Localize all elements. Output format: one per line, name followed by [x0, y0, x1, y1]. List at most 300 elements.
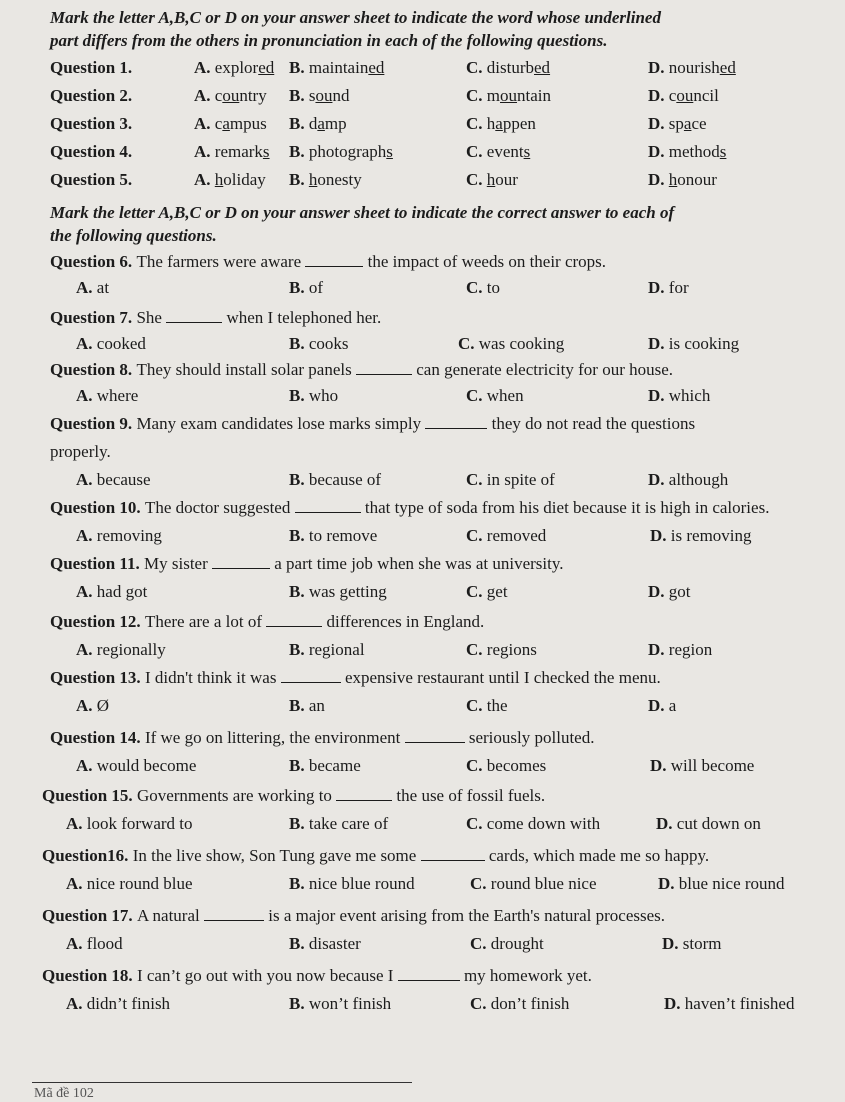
answer-blank	[336, 786, 392, 801]
question-stem	[50, 612, 484, 632]
option-text: method	[668, 142, 720, 161]
answer-option[interactable]	[466, 696, 508, 716]
option-text: haven’t finished	[684, 994, 795, 1013]
answer-option[interactable]	[466, 814, 600, 834]
option-text: had got	[96, 582, 148, 601]
option-text: Ø	[96, 696, 110, 715]
option-letter: B.	[289, 934, 309, 953]
option-text: ncil	[693, 86, 719, 105]
option-letter: A.	[194, 58, 215, 77]
question-stem	[42, 846, 709, 866]
option-text: although	[668, 470, 729, 489]
stem-text-after: they do not read the questions	[487, 414, 696, 433]
option-letter: B.	[289, 814, 309, 833]
answer-option[interactable]	[648, 470, 728, 490]
answer-blank	[421, 846, 485, 861]
underlined-part: h	[668, 170, 678, 189]
underlined-part: h	[486, 170, 496, 189]
answer-option[interactable]	[194, 142, 270, 162]
option-text: regions	[486, 640, 537, 659]
answer-option[interactable]	[648, 142, 726, 162]
option-text: cut down on	[676, 814, 761, 833]
stem-text-after: can generate electricity for our house.	[412, 360, 674, 379]
answer-option[interactable]	[289, 756, 361, 776]
answer-option[interactable]	[66, 994, 170, 1014]
answer-option[interactable]	[662, 934, 722, 954]
answer-option[interactable]	[648, 278, 689, 298]
underlined-part: s	[386, 142, 393, 161]
answer-blank	[305, 252, 363, 267]
answer-option[interactable]	[194, 58, 274, 78]
answer-blank	[398, 966, 460, 981]
option-text: m	[486, 86, 501, 105]
question-stem	[50, 414, 695, 434]
instruction-part2-line2: the following questions.	[50, 226, 217, 245]
option-text: ntry	[239, 86, 267, 105]
answer-option[interactable]	[656, 814, 761, 834]
answer-option[interactable]	[470, 994, 569, 1014]
option-letter: B.	[289, 470, 309, 489]
option-text: was cooking	[478, 334, 565, 353]
answer-option[interactable]	[470, 934, 544, 954]
stem-text-before: They should install solar panels	[136, 360, 356, 379]
answer-option[interactable]	[289, 696, 325, 716]
question-stem	[50, 554, 564, 574]
option-text: ntain	[517, 86, 552, 105]
answer-option[interactable]	[648, 334, 739, 354]
option-letter: D.	[648, 170, 669, 189]
answer-blank	[356, 360, 412, 375]
stem-text-after: that type of soda from his diet because it is high in calories.	[360, 498, 770, 517]
option-text: storm	[682, 934, 722, 953]
option-letter: A.	[76, 334, 97, 353]
answer-option[interactable]	[289, 58, 384, 78]
option-text: won’t finish	[308, 994, 392, 1013]
stem-text-before: She	[136, 308, 167, 327]
option-text: because	[96, 470, 151, 489]
answer-option[interactable]	[76, 278, 109, 298]
answer-option[interactable]	[289, 874, 415, 894]
option-text: h	[486, 114, 496, 133]
underlined-part: ou	[676, 86, 694, 105]
option-text: didn’t finish	[86, 994, 171, 1013]
answer-blank	[425, 414, 487, 429]
option-text: drought	[490, 934, 544, 953]
answer-option[interactable]	[466, 582, 508, 602]
option-letter: A.	[76, 278, 97, 297]
option-letter: C.	[466, 814, 487, 833]
option-letter: B.	[289, 874, 309, 893]
question-label: Question 1.	[50, 58, 133, 77]
instruction-part2-line1: Mark the letter A,B,C or D on your answer sheet to indicate the correct answer to each of	[50, 203, 675, 222]
option-text: nice round blue	[86, 874, 193, 893]
answer-option[interactable]	[66, 874, 193, 894]
question-label: Question 11.	[50, 554, 144, 573]
option-letter: D.	[648, 114, 669, 133]
option-letter: B.	[289, 756, 309, 775]
answer-option[interactable]	[289, 170, 362, 190]
underlined-part: ed	[534, 58, 551, 77]
answer-blank	[405, 728, 465, 743]
question-label: Question 10.	[50, 498, 145, 517]
option-letter: B.	[289, 582, 309, 601]
question-stem	[50, 252, 606, 272]
answer-option[interactable]	[648, 386, 710, 406]
option-letter: B.	[289, 640, 309, 659]
option-text: got	[668, 582, 691, 601]
option-letter: A.	[76, 526, 97, 545]
option-letter: C.	[466, 278, 487, 297]
answer-option[interactable]	[466, 470, 555, 490]
option-text: mp	[324, 114, 347, 133]
question-stem	[42, 906, 665, 926]
answer-option[interactable]	[76, 526, 162, 546]
answer-option[interactable]	[664, 994, 794, 1014]
option-text: event	[486, 142, 524, 161]
pron-question-row	[50, 142, 132, 162]
answer-option[interactable]	[66, 934, 123, 954]
option-text: to remove	[308, 526, 378, 545]
stem-text-before: I can’t go out with you now because I	[136, 966, 398, 985]
option-letter: C.	[466, 756, 487, 775]
answer-option[interactable]	[289, 470, 381, 490]
option-text: for	[668, 278, 689, 297]
option-letter: D.	[656, 814, 677, 833]
option-text: nourish	[668, 58, 720, 77]
question-label: Question 17.	[42, 906, 137, 925]
option-letter: C.	[466, 170, 487, 189]
option-text: will become	[670, 756, 755, 775]
question-stem	[50, 360, 673, 380]
option-letter: B.	[289, 526, 309, 545]
option-letter: C.	[470, 994, 491, 1013]
option-text: c	[668, 86, 677, 105]
answer-option[interactable]	[466, 170, 518, 190]
answer-option[interactable]	[466, 142, 530, 162]
option-text: which	[668, 386, 711, 405]
answer-option[interactable]	[76, 582, 147, 602]
answer-option[interactable]	[76, 386, 138, 406]
option-text: nd	[332, 86, 350, 105]
exam-code: Mã đề 102	[34, 1086, 94, 1101]
pron-question-row	[50, 114, 132, 134]
option-letter: B.	[289, 58, 309, 77]
option-letter: D.	[658, 874, 679, 893]
question-label: Question 14.	[50, 728, 145, 747]
stem-text-after: cards, which made me so happy.	[484, 846, 710, 865]
pron-question-row	[50, 170, 132, 190]
answer-option[interactable]	[466, 640, 537, 660]
option-letter: C.	[466, 142, 487, 161]
answer-option[interactable]	[466, 386, 524, 406]
option-text: to	[486, 278, 501, 297]
option-letter: C.	[470, 934, 491, 953]
option-letter: A.	[66, 934, 87, 953]
option-letter: D.	[648, 334, 669, 353]
answer-option[interactable]	[466, 114, 536, 134]
option-letter: A.	[66, 874, 87, 893]
answer-option[interactable]	[76, 470, 151, 490]
answer-option[interactable]	[289, 934, 361, 954]
answer-option[interactable]	[466, 58, 550, 78]
option-letter: A.	[194, 114, 215, 133]
option-letter: B.	[289, 994, 309, 1013]
underlined-part: ou	[315, 86, 333, 105]
option-text: remark	[214, 142, 263, 161]
option-text: oliday	[223, 170, 266, 189]
answer-option[interactable]	[458, 334, 564, 354]
underlined-part: h	[214, 170, 224, 189]
option-text: c	[214, 114, 223, 133]
option-letter: C.	[466, 58, 487, 77]
answer-option[interactable]	[76, 696, 109, 716]
answer-option[interactable]	[289, 640, 365, 660]
option-text: explor	[214, 58, 259, 77]
question-stem	[50, 498, 769, 518]
option-text: at	[96, 278, 110, 297]
answer-option[interactable]	[289, 994, 391, 1014]
answer-blank	[204, 906, 264, 921]
question-label: Question 13.	[50, 668, 145, 687]
option-text: because of	[308, 470, 382, 489]
answer-blank	[266, 612, 322, 627]
option-letter: D.	[648, 86, 669, 105]
answer-blank	[212, 554, 270, 569]
underlined-part: a	[222, 114, 230, 133]
option-text: maintain	[308, 58, 369, 77]
question-label: Question 9.	[50, 414, 137, 433]
option-letter: C.	[466, 386, 487, 405]
instruction-part1-line1: Mark the letter A,B,C or D on your answer sheet to indicate the word whose underlined	[50, 8, 661, 27]
underlined-part: a	[683, 114, 692, 133]
option-letter: B.	[289, 142, 309, 161]
option-letter: D.	[664, 994, 685, 1013]
option-text: an	[308, 696, 325, 715]
question-label: Question16.	[42, 846, 133, 865]
option-letter: A.	[66, 994, 87, 1013]
answer-option[interactable]	[650, 526, 752, 546]
stem-text-after: the use of fossil fuels.	[392, 786, 546, 805]
option-text: becomes	[486, 756, 547, 775]
option-text: our	[495, 170, 518, 189]
underlined-part: a	[495, 114, 503, 133]
option-text: onesty	[317, 170, 362, 189]
question-label: Question 3.	[50, 114, 133, 133]
underlined-part: ou	[500, 86, 518, 105]
option-text: don’t finish	[490, 994, 570, 1013]
option-text: where	[96, 386, 139, 405]
option-letter: C.	[458, 334, 479, 353]
answer-option[interactable]	[648, 170, 717, 190]
underlined-part: ed	[719, 58, 736, 77]
option-letter: A.	[76, 582, 97, 601]
stem-text-after: my homework yet.	[459, 966, 592, 985]
underlined-part: ou	[222, 86, 240, 105]
stem-text-before: If we go on littering, the environment	[144, 728, 405, 747]
answer-option[interactable]	[648, 114, 707, 134]
question-stem	[50, 728, 594, 748]
answer-blank	[166, 308, 222, 323]
answer-option[interactable]	[289, 334, 349, 354]
option-text: in spite of	[486, 470, 555, 489]
answer-option[interactable]	[650, 756, 754, 776]
answer-option[interactable]	[289, 386, 338, 406]
stem-text-before: A natural	[136, 906, 204, 925]
option-letter: B.	[289, 86, 309, 105]
option-letter: D.	[650, 756, 671, 775]
option-text: s	[308, 86, 316, 105]
option-text: a	[668, 696, 677, 715]
option-letter: A.	[66, 814, 87, 833]
stem-text-before: Governments are working to	[136, 786, 337, 805]
question-label: Question 2.	[50, 86, 133, 105]
question-stem	[50, 668, 661, 688]
option-text: onour	[677, 170, 717, 189]
option-text: sp	[668, 114, 684, 133]
question-label: Question 18.	[42, 966, 137, 985]
underlined-part: a	[317, 114, 325, 133]
stem-text-before: My sister	[144, 554, 212, 573]
option-letter: A.	[194, 86, 215, 105]
stem-text-before: In the live show, Son Tung gave me some	[132, 846, 421, 865]
option-text: ce	[691, 114, 707, 133]
stem-continuation: properly.	[50, 442, 111, 461]
stem-text-before: I didn't think it was	[144, 668, 281, 687]
question-label: Question 7.	[50, 308, 137, 327]
option-letter: D.	[648, 142, 669, 161]
option-text: regional	[308, 640, 365, 659]
answer-option[interactable]	[194, 114, 267, 134]
answer-option[interactable]	[76, 334, 146, 354]
answer-option[interactable]	[466, 86, 551, 106]
option-text: removing	[96, 526, 162, 545]
answer-option[interactable]	[466, 756, 546, 776]
stem-text-after: seriously polluted.	[464, 728, 595, 747]
pron-question-row	[50, 86, 132, 106]
question-label: Question 5.	[50, 170, 133, 189]
option-text: blue nice round	[678, 874, 785, 893]
option-text: cooks	[308, 334, 349, 353]
answer-option[interactable]	[648, 86, 719, 106]
option-text: c	[214, 86, 223, 105]
answer-option[interactable]	[470, 874, 597, 894]
option-text: look forward to	[86, 814, 193, 833]
answer-blank	[281, 668, 341, 683]
question-label: Question 8.	[50, 360, 137, 379]
option-text: became	[308, 756, 361, 775]
answer-option[interactable]	[466, 526, 546, 546]
question-label: Question 4.	[50, 142, 133, 161]
stem-text-before: The doctor suggested	[144, 498, 295, 517]
answer-option[interactable]	[289, 86, 349, 106]
option-text: take care of	[308, 814, 389, 833]
option-text: cooked	[96, 334, 146, 353]
footer-divider	[32, 1082, 412, 1083]
answer-option[interactable]	[289, 814, 388, 834]
option-text: would become	[96, 756, 197, 775]
option-text: photograph	[308, 142, 387, 161]
option-letter: A.	[76, 696, 97, 715]
option-text: nice blue round	[308, 874, 415, 893]
answer-option[interactable]	[289, 278, 323, 298]
option-text: d	[308, 114, 318, 133]
option-text: removed	[486, 526, 547, 545]
answer-option[interactable]	[648, 640, 712, 660]
underlined-part: s	[719, 142, 727, 161]
underlined-part: s	[523, 142, 531, 161]
underlined-part: s	[262, 142, 270, 161]
option-letter: C.	[466, 86, 487, 105]
instruction-part1-line2: part differs from the others in pronunciation in each of the following questions.	[50, 31, 608, 50]
option-letter: C.	[466, 114, 487, 133]
option-letter: B.	[289, 114, 309, 133]
question-label: Question 6.	[50, 252, 137, 271]
option-text: of	[308, 278, 324, 297]
answer-option[interactable]	[289, 526, 377, 546]
option-letter: B.	[289, 278, 309, 297]
option-text: is removing	[670, 526, 752, 545]
answer-option[interactable]	[648, 582, 691, 602]
option-text: get	[486, 582, 508, 601]
stem-text-after: is a major event arising from the Earth's natural processes.	[263, 906, 666, 925]
stem-text-before: The farmers were aware	[136, 252, 306, 271]
stem-text-after: expensive restaurant until I checked the menu.	[340, 668, 661, 687]
option-letter: D.	[662, 934, 683, 953]
answer-option[interactable]	[76, 640, 166, 660]
question-label: Question 15.	[42, 786, 137, 805]
option-text: was getting	[308, 582, 387, 601]
option-text: flood	[86, 934, 123, 953]
option-letter: A.	[76, 386, 97, 405]
stem-text-after: the impact of weeds on their crops.	[363, 252, 607, 271]
option-letter: C.	[466, 696, 487, 715]
option-text: mpus	[229, 114, 267, 133]
option-letter: A.	[76, 756, 97, 775]
option-letter: D.	[648, 640, 669, 659]
answer-option[interactable]	[289, 582, 387, 602]
stem-text-before: Many exam candidates lose marks simply	[136, 414, 426, 433]
option-letter: C.	[466, 526, 487, 545]
option-letter: C.	[466, 470, 487, 489]
answer-option[interactable]	[648, 58, 736, 78]
option-text: ppen	[502, 114, 536, 133]
answer-option[interactable]	[289, 114, 347, 134]
option-letter: B.	[289, 386, 309, 405]
answer-option[interactable]	[648, 696, 676, 716]
option-text: disturb	[486, 58, 535, 77]
option-letter: A.	[76, 640, 97, 659]
answer-option[interactable]	[76, 756, 196, 776]
option-letter: C.	[466, 582, 487, 601]
option-letter: B.	[289, 334, 309, 353]
option-text: region	[668, 640, 713, 659]
question-stem	[50, 308, 381, 328]
underlined-part: h	[308, 170, 318, 189]
option-letter: B.	[289, 696, 309, 715]
option-text: come down with	[486, 814, 601, 833]
answer-option[interactable]	[66, 814, 193, 834]
answer-option[interactable]	[658, 874, 785, 894]
stem-text-after: a part time job when she was at university.	[270, 554, 564, 573]
answer-option[interactable]	[194, 86, 267, 106]
option-letter: D.	[648, 470, 669, 489]
option-letter: A.	[194, 170, 215, 189]
answer-option[interactable]	[289, 142, 393, 162]
question-label: Question 12.	[50, 612, 145, 631]
answer-option[interactable]	[466, 278, 500, 298]
option-letter: A.	[194, 142, 215, 161]
answer-option[interactable]	[194, 170, 266, 190]
